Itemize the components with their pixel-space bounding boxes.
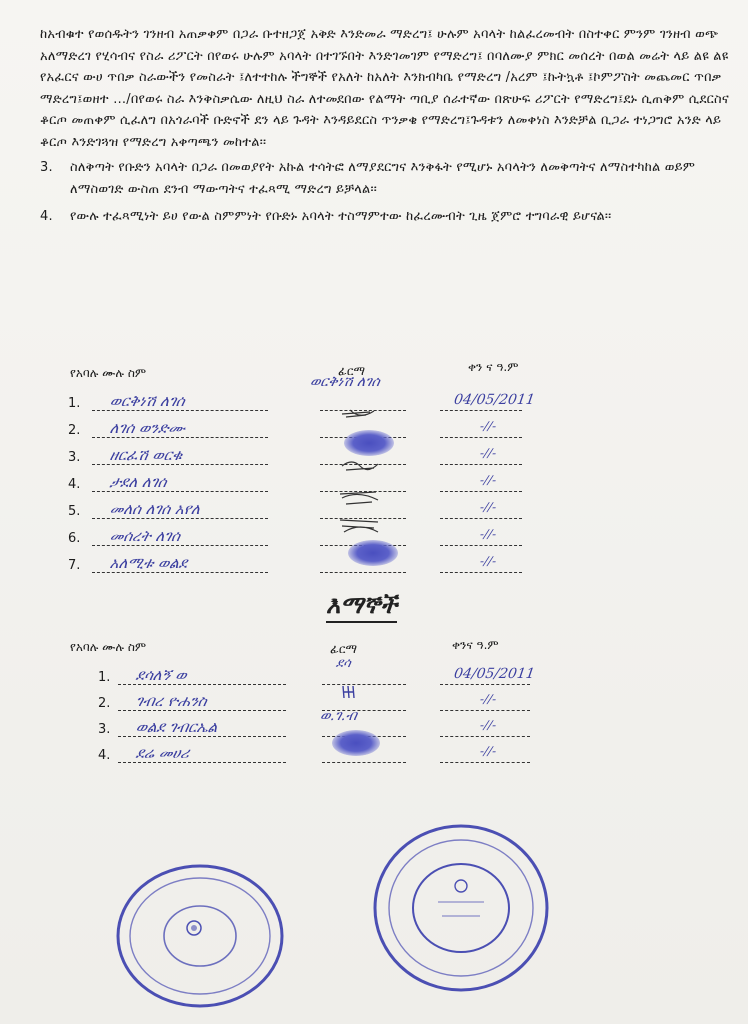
witness-row-4-number: 4. — [98, 748, 111, 763]
member-row-4-date: -//- — [479, 473, 498, 487]
witness-row-4-signature-line — [322, 762, 406, 763]
member-row-1-date-line — [440, 410, 522, 411]
member-row-3-date: -//- — [479, 446, 498, 460]
member-3-thumbprint — [344, 430, 394, 456]
member-row-7-signature-line — [320, 572, 406, 573]
witness-2-signature-mark — [340, 684, 358, 700]
witness-row-1-signature-line — [322, 684, 406, 685]
member-row-7-name-line — [92, 572, 268, 573]
member-row-5-date: -//- — [479, 500, 498, 514]
clause-3-number: 3. — [40, 160, 53, 175]
member-row-5-name: መለሰ ለገሰ አየለ — [108, 500, 202, 518]
clause-3 — [40, 157, 730, 200]
member-row-1-number: 1. — [68, 396, 81, 411]
witness-row-4-date-line — [440, 762, 530, 763]
member-1-signature: ወርቅነሽ ለገሰ — [308, 374, 381, 390]
member-row-5-number: 5. — [68, 504, 81, 519]
witness-row-1-date: 04/05/2011 — [452, 666, 536, 682]
member-row-6-number: 6. — [68, 531, 81, 546]
member-row-2-date-line — [440, 437, 522, 438]
witness-row-3-date: -//- — [479, 718, 498, 732]
witness-row-3-number: 3. — [98, 722, 111, 737]
clause-4-text: የውሉ ተፈጻሚነት ይሀ የውል ስምምነት የቡድኑ አባላት ተስማምተው ከፈረሙብት ጊዜ ጀምሮ ተግባራዊ ይሆናል፡፡ — [70, 209, 612, 224]
member-row-6-name-line — [92, 545, 268, 546]
member-row-3-name-line — [92, 464, 268, 465]
member-6-signature-mark — [336, 514, 384, 536]
member-row-1-name: ወርቅነሽ ለገሰ — [108, 392, 187, 410]
member-row-4-number: 4. — [68, 477, 81, 492]
member-row-4-date-line — [440, 491, 522, 492]
witness-row-2-name: ገብረ ዮሐንስ — [134, 692, 209, 710]
witness-row-3-name-line — [118, 736, 286, 737]
clause-4-number: 4. — [40, 209, 53, 224]
kebele-administration-stamp — [368, 816, 554, 1008]
clause-3-text: ስለቅጣት የቡድን አባላት በጋራ በመወያየት አኩል ተሳትፎ ለማያደርግና እንቅፋት የሚሆኑ አባላትን ለመቅጣትና ለማስተካከል ወይም ለማስወገድ ውስጠ ደንብ ማውጣትና ተፈጻሚ ማድረግ ይቻላል፡፡ — [70, 160, 696, 197]
member-row-7-date: -//- — [479, 554, 498, 568]
contract-body — [40, 24, 730, 228]
member-row-6-date-line — [440, 545, 522, 546]
witness-row-3-date-line — [440, 736, 530, 737]
member-row-5-date-line — [440, 518, 522, 519]
witnesses-title: እማኞች — [326, 590, 397, 623]
witness-row-1-name-line — [118, 684, 286, 685]
witness-row-2-date-line — [440, 710, 530, 711]
member-row-2-name: ለገሰ ወንድሙ — [108, 419, 187, 437]
witness-row-2-date: -//- — [479, 692, 498, 706]
witness-row-1-date-line — [440, 684, 530, 685]
witnesses-date-header: ቀንና ዓ.ም — [452, 638, 499, 652]
witness-row-1-number: 1. — [98, 670, 111, 685]
witness-4-thumbprint — [332, 730, 380, 756]
member-row-5-name-line — [92, 518, 268, 519]
witness-1-signature: ደሳ — [334, 656, 352, 671]
witness-row-4-name: ደሬ መሀሪ — [134, 744, 191, 762]
member-row-3-date-line — [440, 464, 522, 465]
witness-row-2-name-line — [118, 710, 286, 711]
witness-row-3-name: ወልደ ገብርኤል — [134, 718, 219, 736]
member-row-2-name-line — [92, 437, 268, 438]
witness-row-2-number: 2. — [98, 696, 111, 711]
member-7-thumbprint — [348, 540, 398, 566]
witness-row-4-name-line — [118, 762, 286, 763]
clause-4 — [40, 206, 730, 228]
member-row-7-number: 7. — [68, 558, 81, 573]
member-row-6-date: -//- — [479, 527, 498, 541]
obligations-paragraph: ከአብቁተ የወሰዱትን ገንዘብ አጠቃቀም በጋራ ቡተዘጋጀ አቅድ እንድመራ ማድረግ፤ ሁሉም አባላት ከልፈረመብት በስተቀር ምንም ገንዘብ ወጭ አለማድረገ የሂሳብና የስራ ሪፖርት በየወሩ ሁሉም አባላት በተገኙበት እንድገመገም የማድረግ፤ በባለሙያ ምክር መሰረት በወል መሬት ላይ ልዩ ልዩ የአፈርና ውሀ ጥበቃ ስራውችን የመስራት ፤ለተተከሉ ችግኞች የአለት ከአለት እንክብካቤ የማድረግ /አረም ፤ኩትኳቶ ፤ኮምፖስት መጨመር ጥበቃ ማድረግ፤ወዘተ …/በየወሩ ስራ እንቅስቃሴው ለዚህ ስራ ለተመደበው የልማት ጣቢያ ሰራተኛው በጽሁፍ ሪፖርት የማድረግ፤ደኑ ሲጠቅም ሲደርስና ቆርጦ መጠቀም ሲፈለግ በአጎራባች ቡድኖች ደን ላይ ጉዳት እንዳይደርስ ጥንቃቄ የማድረግ፤ጉዳቱን ለመቀነስ እንድቻል ቢጋራ ተነጋግሮ አንድ ላይ ቆርጦ እንድገጓዝ የማድረግ አቀጣጫን መከተል፡፡ — [40, 27, 729, 150]
member-row-3-number: 3. — [68, 450, 81, 465]
member-row-1-date: 04/05/2011 — [452, 392, 536, 408]
member-row-4-name: ታደለ ለገሰ — [108, 473, 168, 491]
member-row-4-name-line — [92, 491, 268, 492]
member-row-6-name: መሰረት ለገሰ — [108, 527, 182, 545]
witnesses-name-header: የአባሉ ሙሉ ስም — [70, 640, 147, 654]
member-row-1-name-line — [92, 410, 268, 411]
witness-3-signature: ወ.ገ.ብ — [318, 708, 358, 724]
member-row-7-date-line — [440, 572, 522, 573]
member-row-3-name: ዘርፈሽ ወርቁ — [108, 446, 184, 464]
members-name-header: የአባሉ ሙሉ ስም — [70, 366, 147, 380]
witness-row-4-date: -//- — [479, 744, 498, 758]
member-row-2-number: 2. — [68, 423, 81, 438]
member-row-2-date: -//- — [479, 419, 498, 433]
members-signature-header: ፊርማ — [338, 364, 366, 378]
member-5-signature-mark — [336, 486, 384, 508]
kebele-stamp-left — [108, 858, 288, 1008]
member-row-7-name: አለሚቱ ወልደ — [108, 554, 189, 572]
member-4-signature-mark — [338, 456, 382, 474]
witness-row-1-name: ደሳለኝ ወ — [134, 666, 188, 684]
members-date-header: ቀን ና ዓ.ም — [468, 360, 519, 374]
member-2-signature-mark — [340, 406, 380, 422]
witnesses-signature-header: ፊርማ — [330, 642, 358, 656]
